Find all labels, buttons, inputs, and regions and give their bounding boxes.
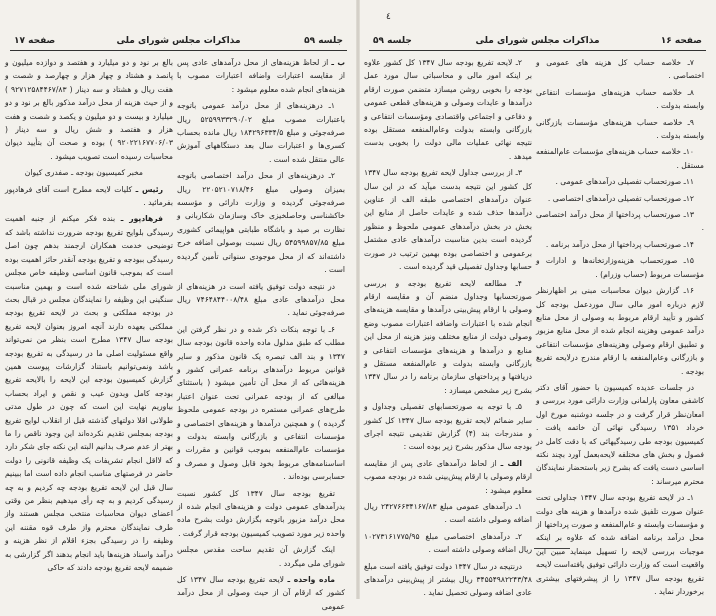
paragraph: ۲ـ درهزینه‌های از محل درآمد اختصاصی باتوجه بمیزان وصولی مبلغ ۲۲۰۵۲۱۰۷۱۸/۴۶ ریال صرفه‌جوئی گردیده و وزارت دارائی و مؤسسه خاکشناسی وحاصلخیزی خاک وسازمان شکاربانی و نظارت بر صید و باشگاه طبابتی هواپیمائی کشوری مبلغ ۵۴۵۹۹۸۵۷/۸۵ ریال نسبت بوصولی اضافه خرج داشته‌اند که از محل موجودی سنواتی تأمین گردیده است . bbox=[177, 171, 345, 275]
paragraph bbox=[364, 457, 532, 497]
text-column-left bbox=[364, 56, 532, 603]
article-paragraph bbox=[177, 573, 345, 613]
list-item: ۹ـ خلاصه حساب هزینه‌های مؤسسات بازرگانی وابسته بدولت . bbox=[536, 117, 704, 141]
page-16 bbox=[359, 0, 716, 599]
list-item: ۱۱ـ صورتحساب تفصیلی درآمدهای عمومی . bbox=[555, 177, 694, 187]
publication-title: مذاکرات مجلس شورای ملی bbox=[116, 36, 241, 46]
list-item: ۱۴ـ صورتحساب پرداختها از محل درآمد برنامه . bbox=[545, 239, 694, 249]
paragraph-lead: ب ـ bbox=[331, 58, 345, 67]
paragraph: ۲ـ لایحه تفریغ بودجه سال ۱۳۴۷ کل کشور علاوه بر اینکه امور مالی و محاسباتی سال مورد عمل بودجه را بخوبی روشن میسازد متضمن صورت ارقام درآمدها و عایدات وصولی و هزینه‌های قطعی عمومی و دفاعی و اجتماعی واقتصادی ومؤسسات انتفاعی و بازرگانی وابسته بدولت وعام‌المنفعه مستقل بوده نتیجه نهائی عملیات مالی دولت را بخوبی بدست میدهد . bbox=[364, 58, 532, 161]
page-17 bbox=[0, 0, 357, 611]
paragraph: ۲ـ درآمدهای اختصاصی مبلغ ۱۰۲۷۳۱۶۱۷۷۵/۹۵ ریال اضافه وصولی داشته است . bbox=[364, 531, 532, 555]
paragraph-lead: الف ـ bbox=[500, 458, 522, 468]
paragraph: تفریغ بودجه سال ۱۳۴۷ کل کشور نسبت بدرآمدهای عمومی دولت و هزینه‌های انجام شده از محل درآمد مزبور باتوجه بگزارش دولت بشرح ماده واحده زیر مورد تصویب کمیسیون بودجه قرار گرفت . bbox=[177, 488, 345, 538]
paragraph-text: کلیات لایحه مطرح است آقای فرهادپور بفرمائید . bbox=[5, 184, 173, 208]
paragraph-text: بنده فکر میکنم از جنبه اهمیت رسیدگی بلوایح تفریغ بودجه ضرورت نداشته باشد که توضیحی خدمت همکاران ارجمند بدهم چون اصل رسیدگی ببودجه و تفریغ بودجه آنقدر حائز اهمیت بوده است که بموجب قانون اساسی وظیفه خاص مجلس شورای ملی شناخته شده است و بهمین مناسبت سنگینی این وظیفه را نمایندگان مجلس در قبال بحث در بودجه مملکتی و بحث در لایحه تفریغ بودجه مملکتی بعهده دارند آنچه امروز بعنوان لایحه تفریغ بودجه سال ۱۳۴۷ مطرح است بنظر من نمی‌تواند واقع مسئولیت اصلی ما در رسیدگی به تفریغ بودجه باشد ونمی‌توانیم باستناد گزارشات پیوست همین گزارش کمیسیون بودجه این لایحه را بالایحه تفریغ بودجه کامل وبدون عیب و نقص و ایراد بحساب بیاوریم نهایت این است که چون در طول مدتی طولانی اقلا دولتهای گذشته قبل از انقلاب لوایح تفریغ بودجه بمجلس تقدیم نکرده‌اند این وجود ناقص را ما بهتر از عدم صرف بدانیم البته این نکته جای شکر دارد که لااقل انجام تشریفات یک وظیفه قانونی را دولت حاضر در فرصتهای مناسب انجام داده است اما ببینیم سال قبل این لایحه تفریغ بودجه چه کردیم و به چه رسیدگی کردیم و به چه رأی میدهیم بنظر من وقتی اعضای دیوان محاسبات منتخب مجلس هستند واز طرف نمایندگان محترم واز طرف قوه مقننه این وظیفه را در رسیدگی بجزء اقلام از نظر هزینه و درآمد واسناد هزینه‌ها باید انجام بدهند اگر گزارشی به ضمیمه لایحه تفریغ بودجه دادند که حاکی bbox=[5, 214, 173, 573]
paragraph bbox=[177, 56, 345, 96]
paragraph-text: لایحه تفریغ بودجه سال ۱۳۴۷ کل کشور که ارقام آن از حیث وصولی از محل درآمد عمومی bbox=[177, 575, 345, 611]
paragraph: ۵ـ با توجه به صورتحسابهای تفصیلی وجداول و سایر ضمائم لایحه تفریغ بودجه سال ۱۳۴۷ کل کشور و مندرجات بند (۴) گزارش تقدیمی نتیجه اجرای بودجه سال مذکور بشرح زیر بوده است : bbox=[364, 402, 532, 452]
paragraph: درنتیجه در سال ۱۳۴۷ دولت توفیق یافته است مبلغ ۳۴۵۵۴۹۸۲۲۴۳/۴۸ ریال بیشتر از پیش‌بینی درآمدهای عادی اضافه وصولی تحصیل نماید . bbox=[364, 561, 532, 598]
text-column-right bbox=[536, 56, 704, 601]
paragraph: بالغ بر نود و دو میلیارد و هفتصد و دوازده میلیون و پانصد و هشتاد و چهار هزار و چهارصد و شصت و هفت ریال و هشتاد و سه دینار ( ۹۲۷۱۲۵۸۴۴۶۷/۸۳ ) و از حیث هزینه از محل درآمد مذکور بالغ بر نود و دو میلیارد و بیست و دو میلیون و یکصد و شصت و هفت هزار و هفتصد و شش ریال و سه دینار ( ۹۲۰۲۲۱۶۷۷۰۶/۰۳ ) بوده و صحت آن بتأیید دیوان محاسبات رسیده است تصویب میشود . bbox=[5, 58, 173, 161]
page-number: صفحه ۱۶ bbox=[660, 36, 702, 46]
paragraph: ۶ـ با توجه بنکات ذکر شده و در نظر گرفتن این مطلب که طبق مدلول ماده واحده قانون بودجه سال ۱۳۴۷ و بند الف تبصره یک قانون مذکور و سایر قوانین مربوط درآمدهای برنامه عمرانی کشور و هزینه‌هائی که از محل آن تأمین میشود ( باستثنای مبالغی که از بودجه عمرانی تحت عنوان اعتبار طرح‌های عمرانی مستمره در بودجه عمومی ملحوظ گردیده ) و همچنین درآمدها و هزینه‌های اختصاصی و مؤسسات انتفاعی و بازرگانی وابسته بدولت و مؤسسات عام‌المنفعه بموجب قوانین و مقررات و اساسنامه‌های مربوط بخود قابل وصول و مصرف و حسابرسی بوده‌اند . bbox=[177, 324, 345, 482]
paragraph: ۱ـ درهزینه‌های از محل درآمد عمومی باتوجه باعتبارات مصوب مبلغ ۵۲۵۹۹۳۳۲۹۰/۰۲ ریال صرفه‌جوئی و مبلغ ۱۸۴۲۹۶۳۳۴/۵ ریال مانده بحساب کسری‌ها و اعتبارات سال بعد دستگاههای آموزش عالی منتقل شده است . bbox=[177, 101, 345, 164]
list-item: ۷ـ خلاصه حساب کل هزینه های عمومی و اختصاصی . bbox=[536, 58, 704, 81]
list-item: ۱۳ـ صورتحساب پرداختها از محل درآمد اختصاصی . bbox=[536, 210, 704, 233]
list-item: ۱۶ـ گزارش دیوان محاسبات مبنی بر اظهارنظر لازم درباره امور مالی سال موردعمل بودجه کل کشور و تأیید ارقام مربوط به وصولی از محل منابع درآمد عمومی وهزینه انجام شده از محل منابع مزبور و تطبیق ارقام وصولی وهزینه‌های مؤسسات انتفاعی و بازرگانی وعام‌المنفعه با ارقام مندرج درلایحه تفریغ بودجه . bbox=[536, 286, 704, 376]
list-item: ۱۵ـ صورتحساب هزینه‌وزارتخانه‌ها و ادارات و مؤسسات مربوط (حساب وزرام) . bbox=[536, 256, 704, 279]
paragraph: در نتیجه دولت توفیق یافته است در هزینه‌های از محل درآمدهای عادی مبلغ ۷۴۶۴۸۴۴۰۰۸/۴۸ ریال صرفه‌جوئی نماید . bbox=[177, 281, 345, 318]
top-mark: ٤ bbox=[386, 12, 391, 22]
list-item: ۸ـ خلاصه حساب هزینه‌های مؤسسات انتفاعی وابسته بدولت . bbox=[536, 87, 704, 111]
speaker-name: فرهادپور ـ bbox=[120, 214, 163, 224]
publication-title: مذاکرات مجلس شورای ملی bbox=[475, 36, 600, 46]
rapporteur-signature: مخبر کمیسیون بودجه ـ صفدری کیوان bbox=[24, 168, 143, 178]
speaker-paragraph bbox=[5, 212, 173, 574]
paragraph-text: از لحاظ درآمدهای عادی پس از مقایسه ارقام وصولی با ارقام پیش‌بینی شده در بودجه مصوب معلوم میشود : bbox=[364, 458, 532, 495]
list-item: ۱۲ـ صورتحساب تفصیلی درآمدهای اختصاصی . bbox=[547, 193, 694, 203]
paragraph-text: از لحاظ هزینه‌های از محل درآمدهای عادی پس از مقایسه اعتبارات واضافه اعتبارات مصوب با هزینه‌های انجام شده معلوم میشود : bbox=[177, 58, 345, 94]
speaker-name: رئیس ـ bbox=[135, 184, 164, 194]
paragraph: ۱ـ در لایحه تفریغ بودجه سال ۱۳۴۷ جداولی تحت عنوان صورت تلفیق شده درآمدها و هزینه های دولت و مؤسسات وابسته و عام‌المنفعه و صورت پرداختها از محل درآمد برنامه اضافه شده که علاوه بر اینکه موجبات بررسی لایحه را تسهیل مینماید مبین این واقعیت است که وزارت دارائی توفیق یافته‌است لایحه تفریغ بودجه سال ۱۳۴۷ را از پیشرفتهای بیشتری برخوردار نماید . bbox=[536, 493, 704, 597]
paragraph: ۳ـ از بررسی جداول لایحه تفریغ بودجه سال ۱۳۴۷ کل کشور این نتیجه بدست میآید که در این سال عنوان درآمدهای اختصاصی طبقه الف از عناوین درآمدها حذف شده و عایدات حاصل از منابع این بخش در بخش درآمدهای عمومی ملحوظ و منظور گردیده است بدین مناسبت درآمدهای عادی مشتمل برعمومی و اختصاصی بوده بهمین ترتیب در صورت حسابها وجداول تفصیلی قید گردیده است . bbox=[364, 168, 532, 272]
page-header bbox=[10, 36, 347, 51]
paragraph: در جلسات عدیده کمیسیون با حضور آقای دکتر کاشفی معاون پارلمانی وزارت دارائی مورد بررسی و امعان‌نظر قرار گرفت و در جلسه دوشنبه مورخ اول خرداد ۱۳۵۱ رسیدگی نهائی آن خاتمه یافت . کمیسیون بودجه طی رسیدگیهائی که با دقت کامل در فصول و بخش های مختلفه لایحه‌بعمل آورد بچند نکته اساسی دست یافت که بشرح زیر باستحضار نمایندگان محترم میرساند : bbox=[536, 382, 705, 486]
section-end-divider bbox=[534, 548, 570, 549]
paragraph: ۴ـ مطالعه لایحه تفریغ بودجه و بررسی صورتحسابها وجداول منضم آن و مقایسه ارقام وصولی با ارقام پیش‌بینی درآمدها و مقایسه هزینه‌های انجام شده با اعتبارات واضافه اعتبارات مصوب وضع وصولی دولت از منابع مختلف ونیز هزینه از محل این منابع و درآمدها و هزینه‌های مؤسسات انتفاعی و بازرگانی وابسته بدولت و عام‌المنفعه مستقل و دریافتها و پرداختهای سازمان برنامه را در سال ۱۳۴۷ بشرح زیر مشخص میسازد : bbox=[364, 278, 532, 395]
text-column-right bbox=[177, 56, 345, 616]
paragraph-lead: ماده واحده ـ bbox=[287, 575, 335, 585]
page-number: صفحه ۱۷ bbox=[14, 36, 56, 46]
page-header bbox=[369, 36, 706, 51]
session-number: جلسه ۵۹ bbox=[373, 36, 412, 46]
session-number: جلسه ۵۹ bbox=[304, 36, 343, 46]
list-item: ۱۰ـ خلاصه حساب هزینه‌های مؤسسات عام‌المنفعه مستقل . bbox=[536, 147, 704, 170]
text-column-left bbox=[5, 56, 173, 577]
paragraph: ۱ـ درآمدهای عمومی مبلغ ۲۴۲۷۶۶۳۴۱۶۷/۸۳ ریال اضافه وصولی داشته است . bbox=[364, 502, 532, 525]
paragraph: اینک گزارش آن تقدیم ساحت مقدس مجلس شورای ملی میگردد . bbox=[177, 545, 345, 568]
speaker-paragraph bbox=[5, 183, 173, 210]
